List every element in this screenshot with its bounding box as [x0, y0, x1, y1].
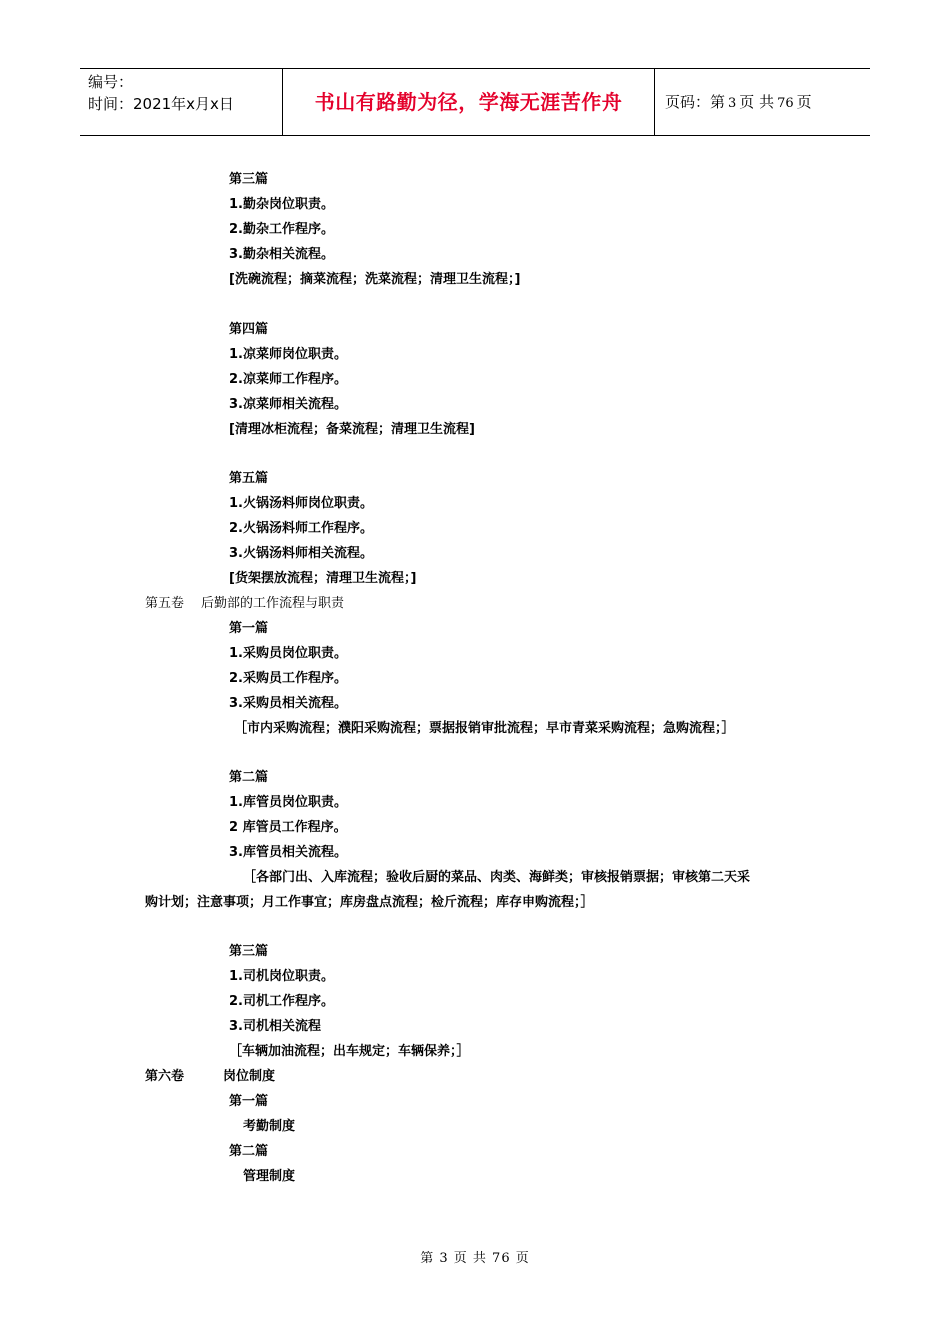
list-item: 2.采购员工作程序。 — [229, 671, 347, 686]
volume-title: 后勤部的工作流程与职责 — [201, 596, 345, 611]
section-heading: 第四篇 — [229, 322, 269, 337]
process-list: ［市内采购流程；濮阳采购流程；票据报销审批流程；早市青菜采购流程；急购流程；］ — [234, 721, 735, 736]
list-item: 1.火锅汤料师岗位职责。 — [229, 496, 373, 511]
list-item: 2.凉菜师工作程序。 — [229, 372, 347, 387]
page-prefix: 页码：第 — [665, 93, 726, 111]
list-item: 1.库管员岗位职责。 — [229, 795, 347, 810]
header-meta — [80, 69, 282, 135]
process-list: ［各部门出、入库流程；验收后厨的菜品、肉类、海鲜类；审核报销票据；审核第二天采 — [243, 870, 751, 885]
list-item: 3.采购员相关流程。 — [229, 696, 347, 711]
page-suffix: 页 — [796, 93, 812, 111]
process-list: ［车辆加油流程；出车规定；车辆保养；］ — [229, 1044, 470, 1059]
list-item: 3.勤杂相关流程。 — [229, 247, 334, 262]
section-heading: 第三篇 — [229, 172, 269, 187]
list-item: 2.火锅汤料师工作程序。 — [229, 521, 373, 536]
document-number-label: 编号： — [88, 73, 134, 91]
list-item: 2.勤杂工作程序。 — [229, 222, 334, 237]
process-list-continued: 购计划；注意事项；月工作事宜；库房盘点流程；检斤流程；库存申购流程；］ — [145, 895, 594, 910]
list-item: 3.凉菜师相关流程。 — [229, 397, 347, 412]
section-heading: 第一篇 — [229, 621, 269, 636]
list-item: 1.勤杂岗位职责。 — [229, 197, 334, 212]
regulation-item: 管理制度 — [243, 1169, 296, 1184]
section-heading: 第二篇 — [229, 1144, 269, 1159]
process-list: [清理冰柜流程；备菜流程；清理卫生流程] — [229, 422, 475, 437]
list-item: 1.司机岗位职责。 — [229, 969, 334, 984]
list-item: 3.火锅汤料师相关流程。 — [229, 546, 373, 561]
section-heading: 第一篇 — [229, 1094, 269, 1109]
volume-number: 第五卷 — [145, 596, 185, 611]
page-footer: 第 3 页 共 76 页 — [420, 1251, 530, 1266]
volume-number: 第六卷 — [145, 1069, 185, 1084]
list-item: 1.采购员岗位职责。 — [229, 646, 347, 661]
page-header — [80, 68, 870, 136]
header-page-info — [655, 69, 870, 135]
section-heading: 第三篇 — [229, 944, 269, 959]
regulation-item: 考勤制度 — [243, 1119, 296, 1134]
header-motto: 书山有路勤为径，学海无涯苦作舟 — [282, 69, 655, 135]
page-mid: 页 共 — [739, 93, 775, 111]
list-item: 2.司机工作程序。 — [229, 994, 334, 1009]
volume-title: 岗位制度 — [223, 1069, 276, 1084]
section-heading: 第五篇 — [229, 471, 269, 486]
page-current: 3 — [728, 96, 737, 111]
list-item: 2 库管员工作程序。 — [229, 820, 347, 835]
page-total: 76 — [777, 96, 794, 111]
section-heading: 第二篇 — [229, 770, 269, 785]
list-item: 1.凉菜师岗位职责。 — [229, 347, 347, 362]
process-list: [货架摆放流程；清理卫生流程；] — [229, 571, 417, 586]
process-list: [洗碗流程；摘菜流程；洗菜流程；清理卫生流程；] — [229, 272, 521, 287]
list-item: 3.司机相关流程 — [229, 1019, 321, 1034]
document-time-label: 时间：2021年x月x日 — [88, 95, 234, 113]
list-item: 3.库管员相关流程。 — [229, 845, 347, 860]
